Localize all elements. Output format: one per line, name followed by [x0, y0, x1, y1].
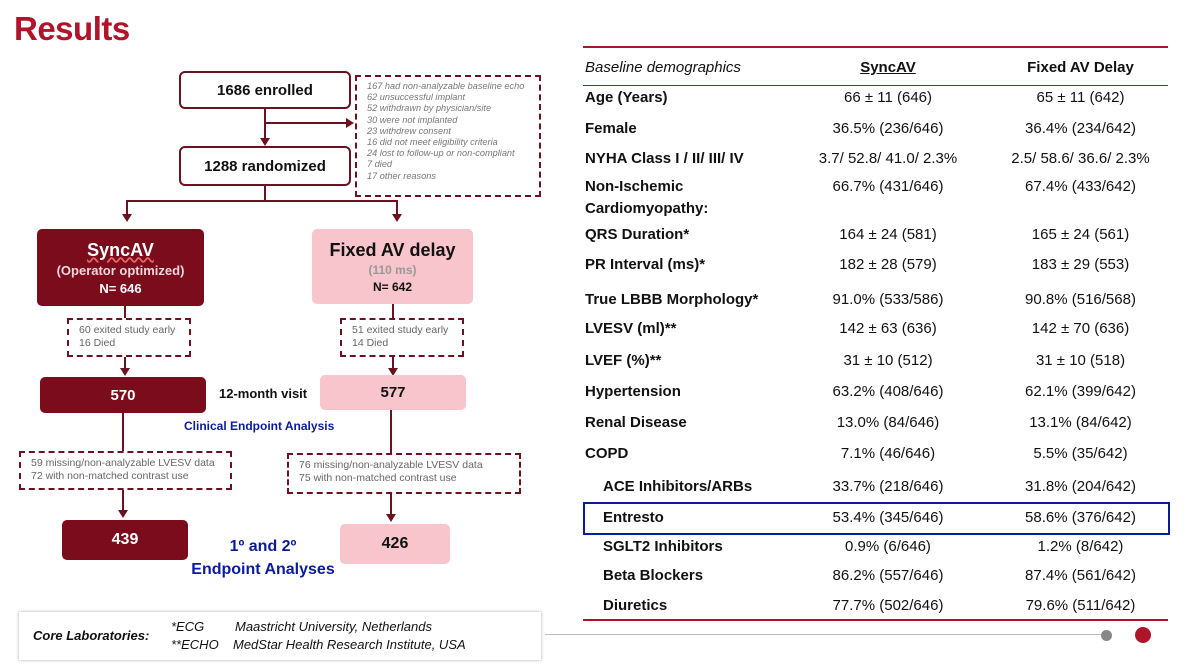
enrolled-box: 1686 enrolled	[179, 71, 351, 109]
table-bottom-rule	[583, 619, 1168, 621]
row-fixed: 90.8% (516/568)	[1025, 291, 1136, 308]
row-fixed: 1.2% (8/642)	[1037, 538, 1124, 555]
row-label: QRS Duration*	[585, 226, 690, 243]
fixed-arm-box	[312, 229, 473, 304]
row-syncav: 66.7% (431/646)	[832, 178, 944, 195]
arrow	[120, 368, 130, 376]
connector	[264, 186, 266, 200]
row-fixed: 79.6% (511/642)	[1025, 597, 1136, 614]
row-label: LVEF (%)**	[585, 352, 662, 369]
exit-item: 14 Died	[352, 336, 389, 349]
visit-label: 12-month visit	[219, 386, 308, 401]
row-label: SGLT2 Inhibitors	[603, 538, 723, 555]
row-fixed: 165 ± 24 (561)	[1031, 226, 1130, 243]
arrow	[122, 214, 132, 222]
syncav-arm-n: N= 646	[99, 280, 142, 296]
row-label: ACE Inhibitors/ARBs	[603, 478, 753, 495]
row-label: Diuretics	[603, 597, 668, 614]
row-fixed: 31 ± 10 (518)	[1035, 352, 1126, 369]
arrow	[346, 118, 354, 128]
exclusions-box	[355, 75, 541, 197]
missing-item: 75 with non-matched contrast use	[299, 471, 457, 484]
header-demographics: Baseline demographics	[585, 59, 741, 76]
page-divider	[545, 634, 1105, 635]
nav-dot-grey	[1101, 630, 1112, 641]
connector	[264, 109, 266, 139]
row-syncav: 31 ± 10 (512)	[843, 352, 933, 369]
row-fixed: 36.4% (234/642)	[1025, 120, 1136, 137]
syncav-missing-box	[19, 451, 232, 490]
row-label: Beta Blockers	[603, 567, 704, 584]
endpoint-label-2: Endpoint Analyses	[191, 561, 335, 578]
row-fixed: 5.5% (35/642)	[1033, 445, 1128, 462]
syncav-arm-sub: (Operator optimized)	[56, 262, 185, 278]
arrow	[118, 510, 128, 518]
exclusion-item: 62 unsuccessful implant	[367, 92, 466, 103]
arrow	[386, 514, 396, 522]
row-syncav: 3.7/ 52.8/ 41.0/ 2.3%	[818, 150, 958, 167]
row-fixed: 58.6% (376/642)	[1025, 509, 1136, 526]
row-syncav: 164 ± 24 (581)	[839, 226, 937, 243]
header-fixed: Fixed AV Delay	[1027, 59, 1134, 76]
row-fixed: 62.1% (399/642)	[1025, 383, 1136, 400]
row-label: Non-Ischemic	[585, 178, 684, 195]
missing-item: 59 missing/non-analyzable LVESV data	[31, 457, 215, 469]
row-fixed: 13.1% (84/642)	[1029, 414, 1132, 431]
row-fixed: 65 ± 11 (642)	[1036, 89, 1125, 106]
exclusion-item: 23 withdrew consent	[367, 125, 451, 136]
row-syncav: 66 ± 11 (646)	[843, 89, 932, 106]
page-title: Results	[14, 10, 130, 47]
row-label: Female	[585, 120, 637, 137]
table-top-rule	[583, 46, 1168, 48]
syncav-arm-name: SyncAV	[87, 239, 154, 260]
clinical-endpoint-label: Clinical Endpoint Analysis	[184, 419, 335, 433]
row-fixed: 183 ± 29 (553)	[1031, 256, 1130, 273]
row-syncav: 142 ± 63 (636)	[839, 320, 937, 337]
missing-item: 72 with non-matched contrast use	[31, 469, 189, 482]
row-syncav: 7.1% (46/646)	[840, 445, 936, 462]
exclusion-item: 167 had non-analyzable baseline echo	[367, 81, 525, 91]
row-label: LVESV (ml)**	[585, 320, 677, 337]
row-syncav: 91.0% (533/586)	[832, 291, 944, 308]
randomized-box: 1288 randomized	[179, 146, 351, 186]
fixed-missing-box	[287, 453, 521, 494]
row-syncav: 0.9% (6/646)	[845, 538, 931, 555]
exclusion-item: 52 withdrawn by physician/site	[367, 103, 492, 114]
row-fixed: 67.4% (433/642)	[1025, 178, 1136, 195]
row-fixed: 142 ± 70 (636)	[1031, 320, 1130, 337]
core-labs-footer	[19, 612, 541, 660]
row-syncav: 53.4% (345/646)	[832, 509, 944, 526]
fixed-final-box: 426	[340, 524, 450, 564]
row-label: Renal Disease	[585, 414, 687, 431]
row-label: Hypertension	[585, 383, 681, 400]
syncav-exit-box	[67, 318, 191, 357]
echo-value: MedStar Health Research Institute, USA	[233, 637, 466, 652]
exit-item: 16 Died	[79, 336, 116, 349]
row-syncav: 33.7% (218/646)	[832, 478, 944, 495]
connector	[264, 122, 346, 124]
fixed-arm-name: Fixed AV delay	[329, 239, 456, 260]
fixed-exit-box	[340, 318, 464, 357]
ecg-value: Maastricht University, Netherlands	[235, 619, 432, 634]
syncav-arm-box	[37, 229, 204, 306]
arrow	[392, 214, 402, 222]
syncav-final-box: 439	[62, 520, 188, 560]
echo-key: **ECHO	[171, 637, 219, 652]
row-syncav: 77.7% (502/646)	[832, 597, 944, 614]
exclusion-item: 16 did not meet eligibility criteria	[367, 137, 498, 148]
endpoint-label-1: 1º and 2º	[229, 538, 297, 555]
exclusion-item: 7 died	[367, 159, 393, 170]
table-header-rule	[583, 85, 1168, 86]
row-label: COPD	[585, 445, 629, 462]
row-syncav: 36.5% (236/646)	[832, 120, 944, 137]
fixed-12mo-box: 577	[320, 375, 466, 410]
fixed-arm-sub: (110 ms)	[368, 262, 417, 277]
nav-dot-red	[1135, 627, 1151, 643]
header-syncav: SyncAV	[860, 59, 916, 76]
row-label: Entresto	[603, 509, 664, 526]
arrow	[260, 138, 270, 146]
row-syncav: 63.2% (408/646)	[832, 383, 944, 400]
exclusion-item: 30 were not implanted	[367, 114, 458, 125]
connector	[126, 200, 398, 202]
row-label-cont: Cardiomyopathy:	[585, 200, 709, 217]
row-syncav: 182 ± 28 (579)	[839, 256, 937, 273]
row-syncav: 13.0% (84/646)	[836, 414, 940, 431]
row-label: PR Interval (ms)*	[585, 256, 706, 273]
row-fixed: 2.5/ 58.6/ 36.6/ 2.3%	[1011, 150, 1150, 167]
exclusion-item: 24 lost to follow-up or non-compliant	[367, 148, 515, 159]
row-fixed: 31.8% (204/642)	[1025, 478, 1136, 495]
row-label: True LBBB Morphology*	[585, 291, 759, 308]
exit-item: 51 exited study early	[352, 324, 449, 336]
connector	[396, 200, 398, 214]
row-label: Age (Years)	[585, 89, 668, 106]
row-syncav: 86.2% (557/646)	[832, 567, 944, 584]
fixed-arm-n: N= 642	[372, 279, 413, 294]
row-label: NYHA Class I / II/ III/ IV	[585, 150, 744, 167]
syncav-12mo-box: 570	[40, 377, 206, 413]
exclusion-item: 17 other reasons	[367, 170, 436, 181]
core-labs-label: Core Laboratories:	[33, 628, 150, 643]
missing-item: 76 missing/non-analyzable LVESV data	[299, 459, 483, 471]
ecg-key: *ECG	[171, 619, 205, 634]
exit-item: 60 exited study early	[79, 324, 176, 336]
connector	[126, 200, 128, 214]
row-fixed: 87.4% (561/642)	[1025, 567, 1136, 584]
